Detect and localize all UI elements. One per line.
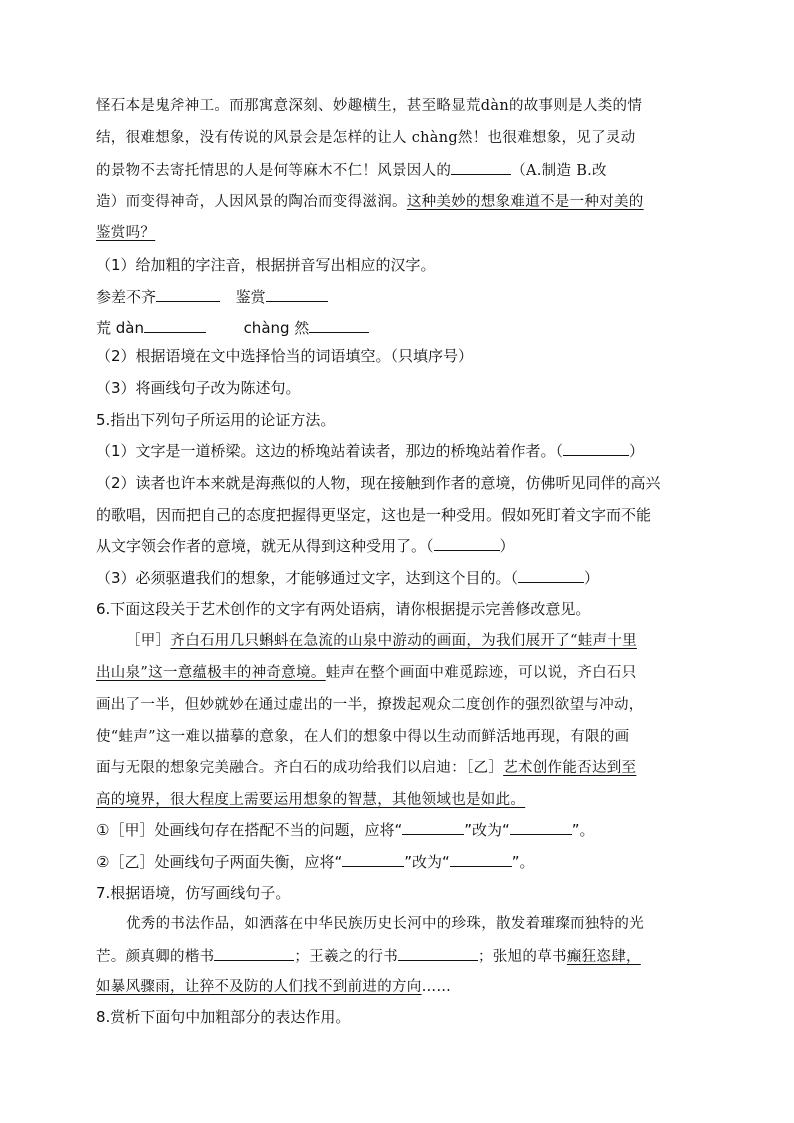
question-6-answer-2: ②［乙］处画线句子两面失衡，应将“ ”改为“ ”。 xyxy=(96,853,535,871)
question-5-item-2: 从文字领会作者的意境，就无从得到这种受用了。（ ） xyxy=(96,537,515,555)
passage-line: 出山泉”这一意蕴极丰的神奇意境。蛙声在整个画面中难觅踪迹，可以说，齐白石只 xyxy=(96,665,637,681)
answer-blank[interactable] xyxy=(342,851,404,867)
answer-blank[interactable] xyxy=(451,159,511,175)
question-7-title: 7.根据语境，仿写画线句子。 xyxy=(96,884,291,902)
passage-line: 怪石本是鬼斧神工。而那寓意深刻、妙趣横生，甚至略显荒dàn的故事则是人类的情 xyxy=(96,98,643,114)
question-6-title: 6.下面这段关于艺术创作的文字有两处语病，请你根据提示完善修改意见。 xyxy=(96,600,591,618)
answer-blank[interactable] xyxy=(309,317,369,333)
question-5-item-3: （3）必须驱遣我们的想象，才能够通过文字，达到这个目的。（ ） xyxy=(96,569,600,587)
answer-blank[interactable] xyxy=(510,819,572,835)
question-6-answer-1: ①［甲］处画线句存在搭配不当的问题，应将“ ”改为“ ”。 xyxy=(96,821,595,839)
underlined-sentence: 齐白石用几只蝌蚪在急流的山泉中游动的画面，为我们展开了“蛙声十里 xyxy=(170,633,637,649)
question-5-item-2: 的歌唱，因而把自己的态度把握得更坚定，这也是一种受用。假如死盯着文字而不能 xyxy=(96,506,652,524)
word-item: 参差不齐 xyxy=(96,288,157,306)
word-item: 荒 dàn xyxy=(96,319,144,337)
passage-line: 面与无限的想象完美融合。齐白石的成功给我们以启迪：［乙］艺术创作能否达到至 xyxy=(96,760,637,776)
underlined-sentence: 这种美妙的想象难道不是一种对美的 xyxy=(406,194,644,210)
question-5-title: 5.指出下列句子所运用的论证方法。 xyxy=(96,411,336,429)
question-sub-3: （3）将画线句子改为陈述句。 xyxy=(96,379,301,397)
answer-blank[interactable] xyxy=(402,819,464,835)
question-8-title: 8.赏析下面句中加粗部分的表达作用。 xyxy=(96,1008,351,1026)
answer-blank[interactable] xyxy=(144,317,206,333)
passage-line: 优秀的书法作品，如洒落在中华民族历史长河中的珍珠，散发着璀璨而独特的光 xyxy=(126,916,644,932)
passage-line: 画出了一半，但妙就妙在通过虚出的一半，撩拨起观众二度创作的强烈欲望与冲动， xyxy=(96,697,644,713)
passage-line: 如暴风骤雨，让猝不及防的人们找不到前进的方向…… xyxy=(96,979,452,995)
passage-line: 使“蛙声”这一难以描摹的意象，在人们的想象中得以生动而鲜活地再现，有限的画 xyxy=(96,729,630,745)
underlined-sentence: 癫狂恣肆， xyxy=(566,949,641,965)
answer-blank[interactable] xyxy=(214,945,294,961)
question-5-item-1: （1）文字是一道桥梁。这边的桥堍站着读者，那边的桥堍站着作者。（ ） xyxy=(96,442,645,460)
passage-line: 结，很难想象，没有传说的风景会是怎样的让人 chàng然！也很难想象，见了灵动 xyxy=(96,130,636,146)
underlined-sentence: 出山泉”这一意蕴极丰的神奇意境。 xyxy=(96,665,326,681)
passage-line: 芒。颜真卿的楷书 ；王羲之的行书 ；张旭的草书癫狂恣肆， xyxy=(96,945,641,968)
underlined-sentence: 高的境界，很大程度上需要运用想象的智慧，其他领域也是如此。 xyxy=(96,792,526,808)
answer-blank[interactable] xyxy=(518,567,584,583)
underlined-sentence: 鉴赏吗？ xyxy=(96,225,156,241)
question-sub-2: （2）根据语境在文中选择恰当的词语填空。（只填序号） xyxy=(96,347,474,365)
answer-blank[interactable] xyxy=(398,945,478,961)
passage-line: 造）而变得神奇，人因风景的陶冶而变得滋润。这种美妙的想象难道不是一种对美的 xyxy=(96,194,644,210)
word-row xyxy=(96,317,369,339)
underlined-sentence: 艺术创作能否达到至 xyxy=(503,760,637,776)
answer-blank[interactable] xyxy=(156,286,220,302)
underlined-sentence: 如暴风骤雨，让猝不及防的人们找不到前进的方向 xyxy=(96,979,422,995)
passage-line xyxy=(96,222,155,244)
question-5-item-2: （2）读者也许本来就是海燕似的人物，现在接触到作者的意境，仿佛听见同伴的高兴 xyxy=(96,474,661,492)
passage-line xyxy=(96,789,525,811)
passage-line: ［甲］齐白石用几只蝌蚪在急流的山泉中游动的画面，为我们展开了“蛙声十里 xyxy=(126,633,637,649)
answer-blank[interactable] xyxy=(266,286,328,302)
answer-blank[interactable] xyxy=(434,535,500,551)
answer-blank[interactable] xyxy=(450,851,512,867)
question-sub-1: （1）给加粗的字注音，根据拼音写出相应的汉字。 xyxy=(96,256,436,274)
passage-line: 的景物不去寄托情思的人是何等麻木不仁！风景因人的 （A.制造 B.改 xyxy=(96,159,607,182)
word-item: 鉴赏 xyxy=(235,288,266,306)
word-item: chàng 然 xyxy=(243,319,310,337)
answer-blank[interactable] xyxy=(563,440,629,456)
word-row xyxy=(96,286,328,308)
